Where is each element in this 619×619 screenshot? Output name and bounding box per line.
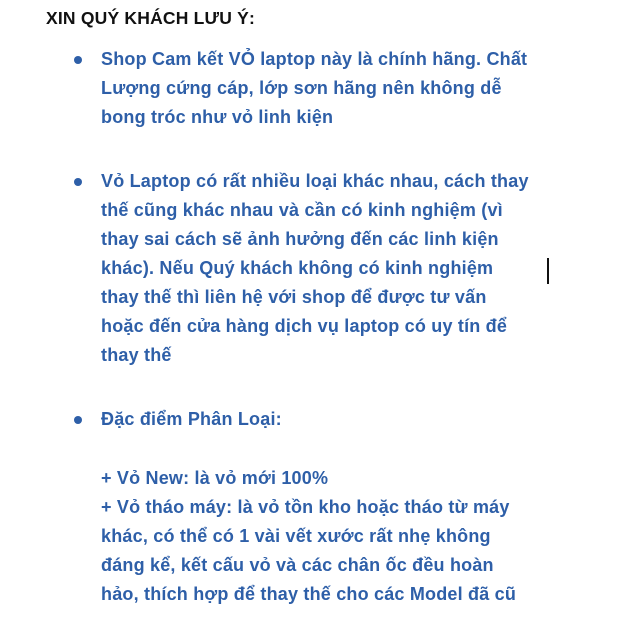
bullet-dot-icon	[74, 56, 82, 64]
text-cursor	[547, 258, 549, 284]
bullet-paragraph-replacement	[101, 167, 611, 370]
paragraph-line: Lượng cứng cáp, lớp sơn hãng nên không dễ	[101, 78, 502, 98]
paragraph-line: + Vỏ New: là vỏ mới 100%	[101, 468, 329, 488]
paragraph-line: hảo, thích hợp để thay thế cho các Model đã cũ	[101, 584, 517, 604]
bullet-dot-icon	[74, 416, 82, 424]
bullet-dot-icon	[74, 178, 82, 186]
paragraph-line: + Vỏ tháo máy: là vỏ tồn kho hoặc tháo từ máy	[101, 497, 510, 517]
paragraph-line: thay thế	[101, 345, 172, 365]
paragraph-line: hoặc đến cửa hàng dịch vụ laptop có uy tín để	[101, 316, 508, 336]
paragraph-line: Đặc điểm Phân Loại:	[101, 409, 282, 429]
paragraph-line: Shop Cam kết VỎ laptop này là chính hãng. Chất	[101, 49, 528, 69]
paragraph-line: thay thế thì liên hệ với shop để được tư vấn	[101, 287, 487, 307]
paragraph-line: khác). Nếu Quý khách không có kinh nghiệm	[101, 258, 494, 278]
bullet-paragraph-authentic	[101, 45, 611, 132]
paragraph-line: đáng kể, kết cấu vỏ và các chân ốc đều hoàn	[101, 555, 494, 575]
paragraph-line: khác, có thể có 1 vài vết xước rất nhẹ không	[101, 526, 491, 546]
paragraph-line: bong tróc như vỏ linh kiện	[101, 107, 334, 127]
classification-details	[101, 464, 611, 609]
paragraph-line: Vỏ Laptop có rất nhiều loại khác nhau, cách thay	[101, 171, 529, 191]
paragraph-line: thay sai cách sẽ ảnh hưởng đến các linh kiện	[101, 229, 499, 249]
notice-heading: XIN QUÝ KHÁCH LƯU Ý:	[46, 8, 256, 28]
bullet-paragraph-classification	[101, 405, 611, 434]
paragraph-line: thế cũng khác nhau và cần có kinh nghiệm (vì	[101, 200, 503, 220]
